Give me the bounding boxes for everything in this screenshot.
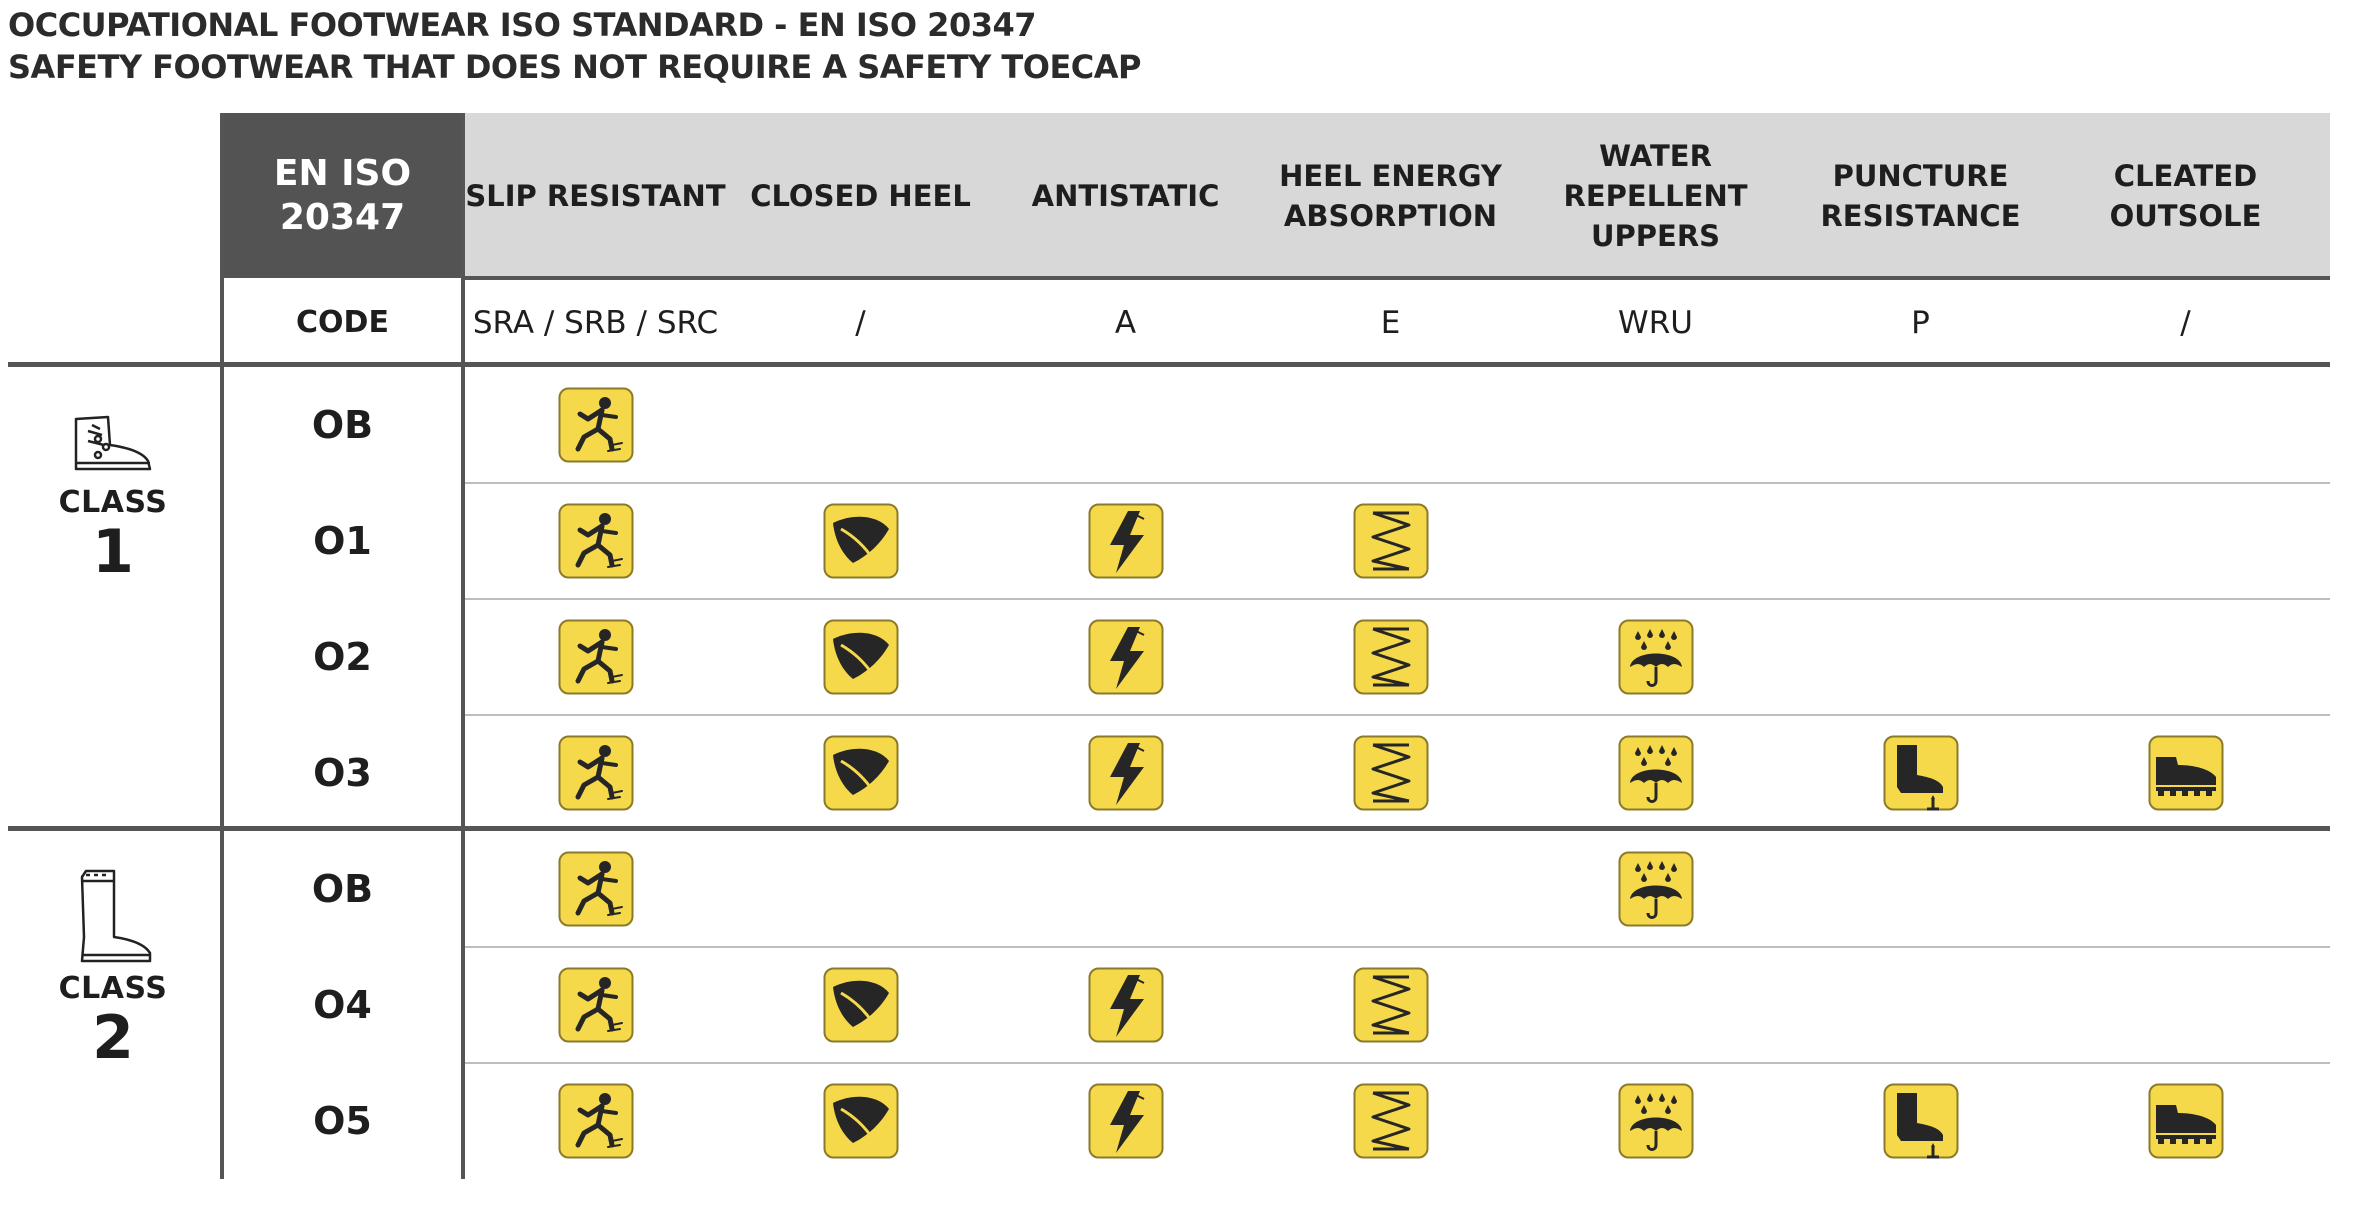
class-1-block	[8, 367, 218, 831]
antistatic-icon	[1088, 967, 1164, 1043]
low-boot-icon	[8, 411, 218, 485]
code-value-3: A	[1114, 304, 1137, 341]
water-repellent-icon	[1618, 619, 1694, 695]
column-header-3: ANTISTATIC	[1031, 178, 1220, 213]
slip-resistant-icon	[558, 851, 634, 927]
closed-heel-icon	[823, 1083, 899, 1159]
column-header-6: PUNCTURE RESISTANCE	[1820, 158, 2021, 233]
heel-energy-absorption-icon	[1353, 619, 1429, 695]
water-repellent-icon	[1618, 1083, 1694, 1159]
column-header-5: WATER REPELLENT UPPERS	[1563, 138, 1748, 253]
code-label: CODE	[296, 305, 389, 340]
column-header-1: SLIP RESISTANT	[465, 178, 726, 213]
rubber-boot-icon	[8, 867, 218, 971]
class-number: 1	[92, 517, 134, 587]
heel-energy-absorption-icon	[1353, 503, 1429, 579]
slip-resistant-icon	[558, 1083, 634, 1159]
heel-energy-absorption-icon	[1353, 735, 1429, 811]
row-code-o4-class2: O4	[313, 983, 372, 1027]
cleated-outsole-icon	[2148, 735, 2224, 811]
cleated-outsole-icon	[2148, 1083, 2224, 1159]
class-2-block	[8, 831, 218, 1179]
class-number: 2	[92, 1003, 134, 1073]
row-code-ob-class2: OB	[311, 867, 374, 911]
title-line-2: SAFETY FOOTWEAR THAT DOES NOT REQUIRE A SAFETY TOECAP	[8, 48, 1141, 86]
column-header-7: CLEATED OUTSOLE	[2109, 158, 2262, 233]
slip-resistant-icon	[558, 387, 634, 463]
antistatic-icon	[1088, 735, 1164, 811]
closed-heel-icon	[823, 967, 899, 1043]
row-divider	[463, 1062, 2330, 1064]
standard-label: EN ISO 20347	[222, 113, 463, 278]
antistatic-icon	[1088, 503, 1164, 579]
row-code-ob-class1: OB	[311, 403, 374, 447]
antistatic-icon	[1088, 619, 1164, 695]
code-value-4: E	[1380, 304, 1401, 341]
slip-resistant-icon	[558, 735, 634, 811]
row-code-o5-class2: O5	[313, 1099, 372, 1143]
code-value-5: WRU	[1618, 304, 1693, 341]
row-divider	[463, 946, 2330, 948]
puncture-resistance-icon	[1883, 735, 1959, 811]
code-value-1: SRA / SRB / SRC	[472, 304, 719, 341]
slip-resistant-icon	[558, 967, 634, 1043]
row-divider	[463, 598, 2330, 600]
slip-resistant-icon	[558, 619, 634, 695]
closed-heel-icon	[823, 735, 899, 811]
heel-energy-absorption-icon	[1353, 1083, 1429, 1159]
class-label: CLASS	[58, 971, 168, 1006]
row-code-o2-class1: O2	[313, 635, 372, 679]
closed-heel-icon	[823, 619, 899, 695]
code-value-7: /	[2180, 304, 2191, 341]
column-header-4: HEEL ENERGY ABSORPTION	[1279, 158, 1502, 233]
closed-heel-icon	[823, 503, 899, 579]
slip-resistant-icon	[558, 503, 634, 579]
title-line-1: OCCUPATIONAL FOOTWEAR ISO STANDARD - EN ISO 20347	[8, 6, 1036, 44]
standard-vertical-rule	[461, 113, 465, 1179]
water-repellent-icon	[1618, 851, 1694, 927]
antistatic-icon	[1088, 1083, 1164, 1159]
code-value-6: P	[1911, 304, 1930, 341]
puncture-resistance-icon	[1883, 1083, 1959, 1159]
row-code-o3-class1: O3	[313, 751, 372, 795]
column-header-2: CLOSED HEEL	[750, 178, 971, 213]
left-vertical-rule	[220, 113, 224, 1179]
row-code-o1-class1: O1	[313, 519, 372, 563]
row-divider	[463, 714, 2330, 716]
code-value-2: /	[855, 304, 866, 341]
water-repellent-icon	[1618, 735, 1694, 811]
row-divider	[463, 482, 2330, 484]
heel-energy-absorption-icon	[1353, 967, 1429, 1043]
class-label: CLASS	[58, 485, 168, 520]
